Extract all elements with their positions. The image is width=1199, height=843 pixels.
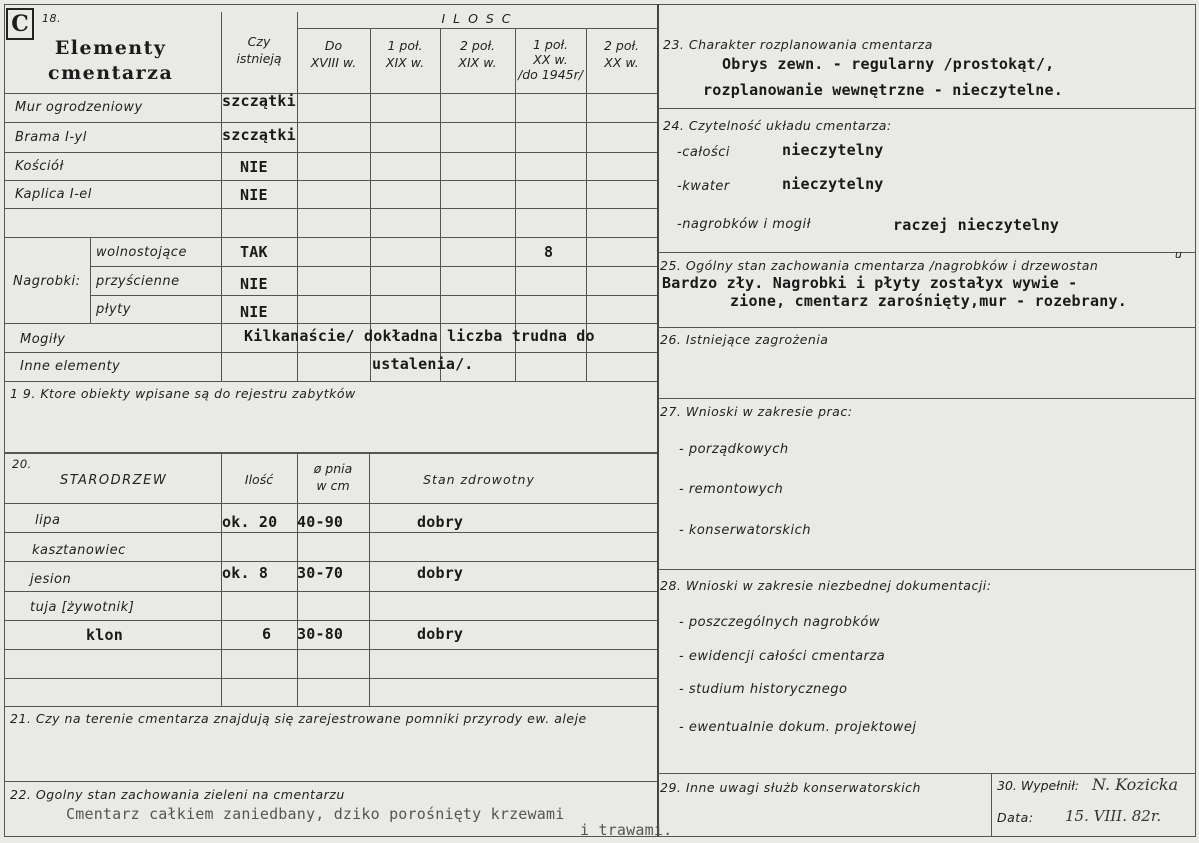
section-25-value-line-1: Bardzo zły. Nagrobki i płyty zostałyx wywie - [662, 274, 1078, 292]
value-mogily-line-2: ustalenia/. [372, 355, 474, 373]
tree-diameter: 30-70 [297, 564, 344, 582]
row-label-mogily: Mogiły [20, 332, 66, 347]
filled-by-name: N. Kozicka [1092, 775, 1179, 794]
diameter-header-line-1: ø pnia [313, 461, 353, 476]
tree-name: jesion [30, 572, 72, 587]
exists-header-line-2: istnieją [236, 51, 282, 66]
section-23-label: 23. Charakter rozplanowania cmentarza [663, 37, 933, 52]
count-header: I L O S C [441, 11, 513, 26]
section-29-label: 29. Inne uwagi służb konserwatorskich [660, 780, 921, 795]
section-28-label: 28. Wnioski w zakresie niezbednej dokumentacji: [660, 578, 992, 593]
period-2-line-2: XIX w. [385, 55, 425, 70]
section-22-value-line-2: i trawami. [580, 821, 673, 839]
period-3-line-1: 2 poł. [459, 38, 496, 53]
exists-header-line-1: Czy [247, 34, 271, 49]
tree-name: lipa [35, 513, 61, 528]
tree-count: 6 [262, 625, 272, 643]
form-type-marker: C [6, 8, 34, 40]
starodrzew-title: STARODRZEW [60, 473, 168, 488]
value-brama: szczątki [222, 126, 296, 144]
nagrobki-label: Nagrobki: [13, 274, 81, 289]
works-item-conservation: - konserwatorskich [679, 523, 811, 538]
legibility-label-quarters: -kwater [677, 179, 730, 194]
period-1-line-1: Do [324, 38, 343, 53]
tree-diameter: 40-90 [297, 513, 344, 531]
value-wolnostojace: TAK [240, 243, 268, 261]
value-przyscienne: NIE [240, 275, 268, 293]
legibility-label-graves: -nagrobków i mogił [677, 217, 811, 232]
section-25-value-line-2: zione, cmentarz zarośnięty,mur - rozebrany. [730, 292, 1127, 310]
works-item-repair: - remontowych [679, 482, 784, 497]
row-label-kaplica: Kaplica I-el [15, 187, 92, 202]
section-22-label: 22. Ogolny stan zachowania zieleni na cmentarzu [10, 787, 345, 802]
period-header-2 [370, 37, 440, 71]
tree-state: dobry [417, 625, 464, 643]
tree-count: ok. 20 [222, 513, 278, 531]
docs-item-history: - studium historycznego [679, 682, 848, 697]
section-23-value-line-2: rozplanowanie wewnętrzne - nieczytelne. [703, 81, 1063, 99]
value-plyty: NIE [240, 303, 268, 321]
tree-state-header: Stan zdrowotny [423, 472, 535, 487]
filled-by-label: 30. Wypełnił: [997, 778, 1080, 793]
tree-name: klon [86, 626, 123, 644]
value-mogily-line-1: Kilkanaście/ dokładna liczba trudna do [244, 327, 595, 345]
section-18-title [48, 36, 173, 86]
row-label-plyty: płyty [96, 302, 131, 317]
tree-name: kasztanowiec [32, 543, 126, 558]
period-4-line-1: 1 poł. [532, 37, 569, 52]
legibility-value-whole: nieczytelny [782, 141, 884, 159]
period-3-line-2: XIX w. [458, 55, 497, 70]
tree-count: ok. 8 [222, 564, 269, 582]
row-label-brama: Brama I-yl [15, 130, 87, 145]
legibility-value-graves: raczej nieczytelny [893, 216, 1060, 234]
row-label-kosciol: Kościół [15, 159, 64, 174]
row-label-wolnostojace: wolnostojące [96, 245, 187, 260]
section-26-label: 26. Istniejące zagrożenia [660, 332, 829, 347]
section-23-value-line-1: Obrys zewn. - regularny /prostokąt/, [722, 55, 1055, 73]
section-24-label: 24. Czytelność układu cmentarza: [663, 118, 892, 133]
tree-state: dobry [417, 513, 464, 531]
diameter-header-line-2: w cm [316, 478, 350, 493]
works-item-cleanup: - porządkowych [679, 442, 789, 457]
section-25-label: 25. Ogólny stan zachowania cmentarza /nagrobków i drzewostan [660, 258, 1099, 273]
tree-state: dobry [417, 564, 464, 582]
section-27-label: 27. Wnioski w zakresie prac: [660, 404, 853, 419]
date-value: 15. VIII. 82r. [1065, 807, 1162, 825]
exists-header [221, 33, 297, 67]
section-19-label: 1 9. Ktore obiekty wpisane są do rejestru zabytków [10, 386, 356, 401]
section-21-label: 21. Czy na terenie cmentarza znajdują się zarejestrowane pomniki przyrody ew. aleje [10, 711, 587, 726]
period-1-line-2: XVIII w. [310, 55, 357, 70]
period-header-5 [586, 37, 657, 71]
date-label: Data: [997, 810, 1034, 825]
legibility-value-quarters: nieczytelny [782, 175, 884, 193]
value-kosciol: NIE [240, 158, 268, 176]
period-header-1 [297, 37, 370, 71]
section-20-number: 20. [12, 457, 32, 471]
period-4-line-2: XX w. [533, 52, 568, 67]
title-line-2: cmentarza [48, 62, 174, 84]
section-25-correction: u [1175, 248, 1183, 261]
period-4-line-3: /do 1945r/ [518, 67, 583, 82]
docs-item-project: - ewentualnie dokum. projektowej [679, 720, 917, 735]
tree-name: tuja [żywotnik] [30, 600, 135, 615]
row-label-inne: Inne elementy [20, 359, 121, 374]
section-18-number: 18. [42, 12, 61, 25]
period-5-line-1: 2 poł. [603, 38, 640, 53]
docs-item-records: - ewidencji całości cmentarza [679, 649, 886, 664]
tree-diameter: 30-80 [297, 625, 344, 643]
tree-count-header: Ilość [244, 472, 274, 487]
period-header-4 [515, 37, 586, 82]
value-kaplica: NIE [240, 186, 268, 204]
period-5-line-2: XX w. [604, 55, 639, 70]
legibility-label-whole: -całości [677, 145, 731, 160]
row-label-mur: Mur ogrodzeniowy [15, 100, 143, 115]
tree-diameter-header [297, 460, 369, 494]
value-mur: szczątki [222, 92, 296, 110]
docs-item-graves: - poszczególnych nagrobków [679, 615, 880, 630]
period-header-3 [440, 37, 515, 71]
section-22-value-line-1: Cmentarz całkiem zaniedbany, dziko porośnięty krzewami [66, 805, 565, 823]
count-wolnostojace: 8 [544, 243, 554, 261]
title-line-1: Elementy [54, 37, 167, 59]
period-2-line-1: 1 poł. [387, 38, 423, 53]
row-label-przyscienne: przyścienne [96, 274, 180, 289]
